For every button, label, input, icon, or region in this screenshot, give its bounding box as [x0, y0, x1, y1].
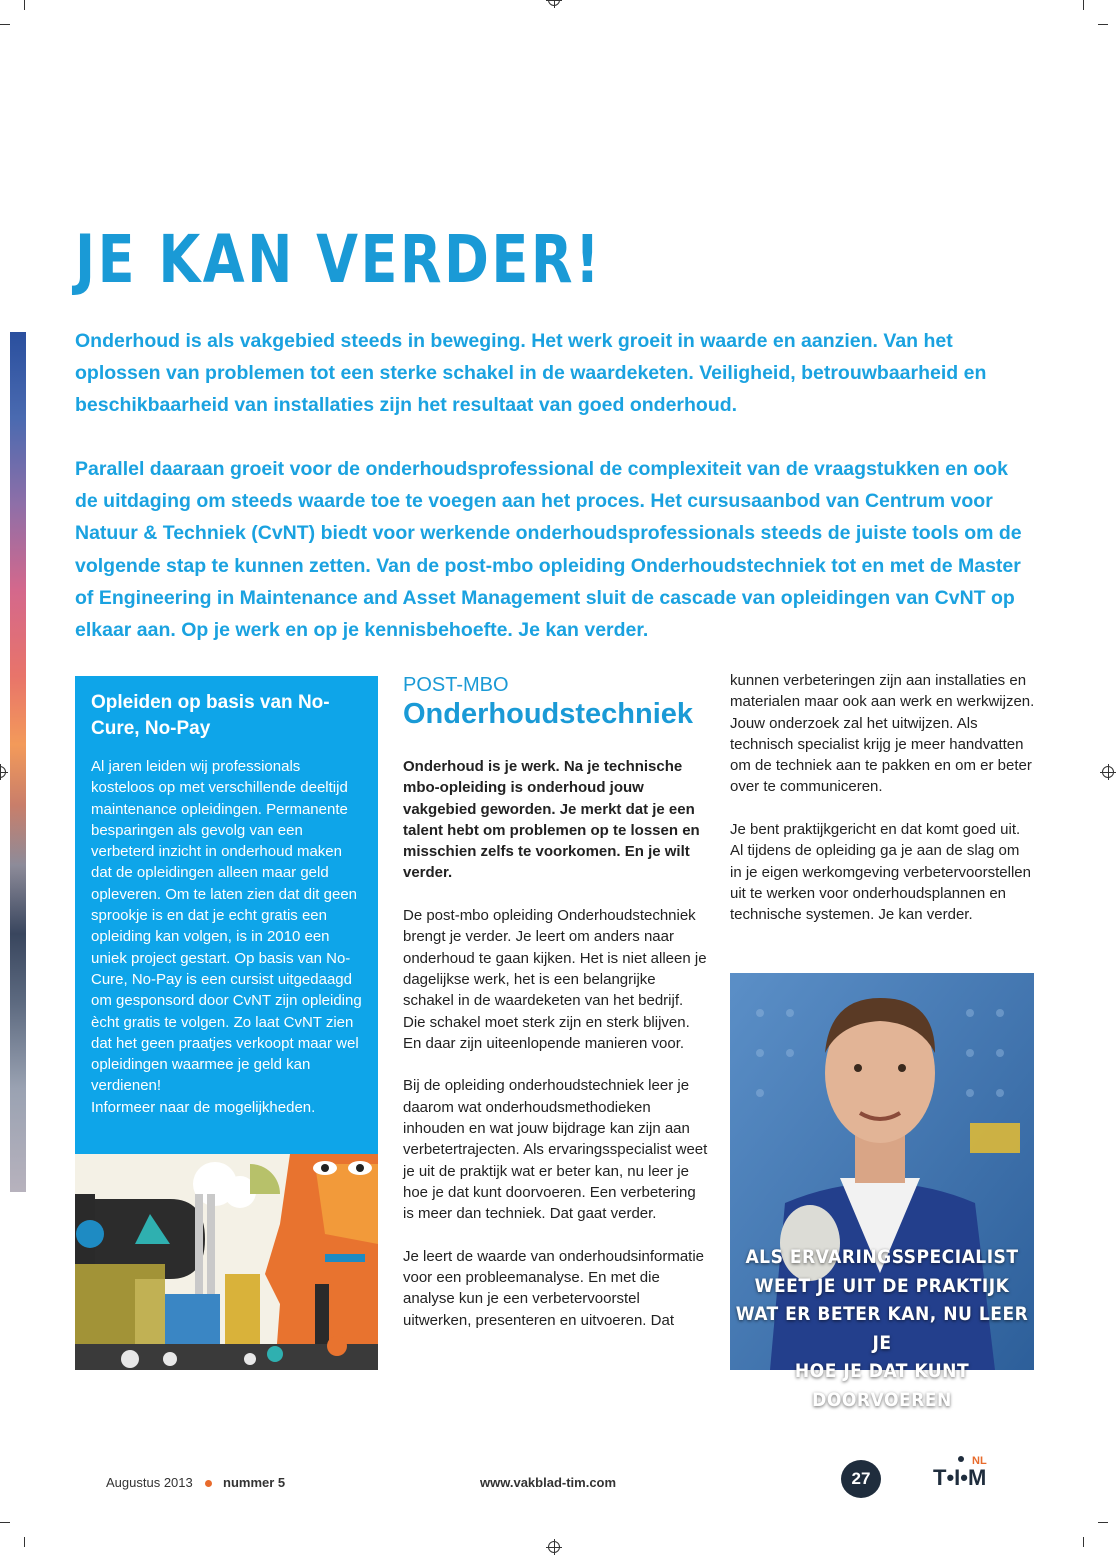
right-column: [730, 670, 1035, 947]
profit-illustration: [75, 1154, 378, 1370]
body-paragraph: Bij de opleiding onderhoudstechniek leer je daarom wat onderhoudsmethodieken inhouden en wat jouw bijdrage kan zijn aan verbetertrajecten. Als ervaringsspecialist weet je uit de praktijk wat er beter kan, nu leer je hoe je dat kunt doorvoeren. Een verbetering is meer dan techniek. Dat gaat verder.: [403, 1077, 708, 1223]
logo-superscript: NL: [972, 1455, 987, 1467]
footer-issue: nummer 5: [223, 1475, 286, 1490]
logo-text: T•I•M: [933, 1465, 987, 1490]
box-cta: Informeer naar de mogelijkheden.: [91, 1098, 316, 1116]
crop-mark: [1083, 0, 1084, 10]
body-paragraph: Je leert de waarde van onderhoudsinformatie voor een probleemanalyse. En met die analyse kun je een verbetervoorstel uitwerken, presenteren en uitvoeren. Dat: [403, 1247, 705, 1329]
registration-mark: [0, 766, 6, 778]
registration-mark: [548, 0, 560, 6]
crop-mark: [1083, 1537, 1084, 1547]
middle-column: [403, 756, 708, 1352]
technician-photo: [730, 973, 1034, 1411]
no-cure-no-pay-box: [75, 676, 378, 1154]
quote-line: HOE JE DAT KUNT DOORVOEREN: [794, 1360, 970, 1411]
body-paragraph: Je bent praktijkgericht en dat komt goed uit. Al tijdens de opleiding ga je aan de slag om in je eigen werkomgeving verbetervoorstellen uit te werken voor onderhoudsplannen en technische systemen. Je kan verder.: [730, 821, 1031, 924]
quote-line: WAT ER BETER KAN, NU LEER JE: [735, 1303, 1029, 1354]
body-paragraph: De post-mbo opleiding Onderhoudstechniek brengt je verder. Je leert om anders naar onderhoud te gaan kijken. Het is niet alleen je dagelijkse werk, het is een belangrijke schakel in de waardeketen van het bedrijf. Die schakel moet sterk zijn en sterk blijven. En daar zijn uiteenlopende manieren voor.: [403, 907, 707, 1052]
article-title: JE KAN VERDER!: [75, 221, 603, 298]
lead-paragraph: Onderhoud is je werk. Na je technische mbo-opleiding is onderhoud jouw vakgebied geworden. Je merkt dat je een talent hebt om problemen op te lossen en misschien zelfs te voorkomen. En je wilt verder.: [403, 758, 700, 882]
crop-mark: [1098, 1522, 1108, 1523]
section-title: Onderhoudstechniek: [403, 698, 694, 730]
registration-mark: [1102, 766, 1114, 778]
page-number: 27: [841, 1460, 881, 1498]
registration-mark: [548, 1541, 560, 1553]
footer-separator-dot: [205, 1480, 212, 1487]
box-text: Al jaren leiden wij professionals kosteloos op met verschillende deeltijd maintenance opleidingen. Permanente besparingen als gevolg van een verbeterd inzicht in onderhoud maken dat de opleidingen alleen maar geld opleveren. Om te laten zien dat dit geen sprookje is en dat je echt gratis een opleiding kan volgen, is in 2010 een uniek project gestart. Op basis van No-Cure, No-Pay is een cursist uitgedaagd om gesponsord door CvNT zijn opleiding ècht gratis te volgen. Zo laat CvNT zien dat het geen praatjes verkoopt maar wel opleidingen waarmee je geld kan verdienen!: [91, 758, 362, 1095]
quote-line: ALS ERVARINGSSPECIALIST: [745, 1246, 1019, 1268]
crop-mark: [1098, 24, 1108, 25]
crop-mark: [0, 24, 10, 25]
photo-quote: [730, 1243, 1034, 1414]
crop-mark: [24, 1537, 25, 1547]
quote-line: WEET JE UIT DE PRAKTIJK: [754, 1274, 1010, 1297]
crop-mark: [24, 0, 25, 10]
tim-logo: [930, 1452, 1010, 1492]
footer-url[interactable]: www.vakblad-tim.com: [480, 1475, 617, 1490]
crop-mark: [0, 1522, 10, 1523]
body-paragraph: kunnen verbeteringen zijn aan installaties en materialen maar ook aan werk en werkwijzen. Jouw onderzoek zal het uitwijzen. Als technisch specialist krijg je meer handvatten om de techniek aan te pakken en om er beter over te communiceren.: [730, 672, 1035, 796]
section-kicker: POST-MBO: [403, 674, 509, 696]
footer-date: Augustus 2013: [106, 1475, 193, 1490]
intro-paragraph: Onderhoud is als vakgebied steeds in beweging. Het werk groeit in waarde en aanzien. Van het oplossen van problemen tot een sterke schakel in de waardeketen. Veiligheid, betrouwbaarheid en beschikbaarheid van installaties zijn het resultaat van goed onderhoud.: [75, 330, 987, 417]
box-title: Opleiden op basis van No-Cure, No-Pay: [91, 692, 330, 739]
tim-logo-graphic: [930, 1452, 1010, 1492]
intro-paragraph: Parallel daaraan groeit voor de onderhoudsprofessional de complexiteit van de vraagstukken en ook de uitdaging om steeds waarde toe te voegen aan het proces. Het cursusaanbod van Centrum voor Natuur & Techniek (CvNT) biedt voor werkende onderhoudsprofessionals steeds de juiste tools om de volgende stap te kunnen zetten. Van de post-mbo opleiding Onderhoudstechniek tot en met de Master of Engineering in Maintenance and Asset Management sluit de cascade van opleidingen van CvNT op elkaar aan. Op je werk en op je kennisbehoefte. Je kan verder.: [75, 458, 1022, 642]
sunset-photo-strip: [10, 332, 26, 1192]
profit-illustration-graphic: [75, 1154, 378, 1370]
